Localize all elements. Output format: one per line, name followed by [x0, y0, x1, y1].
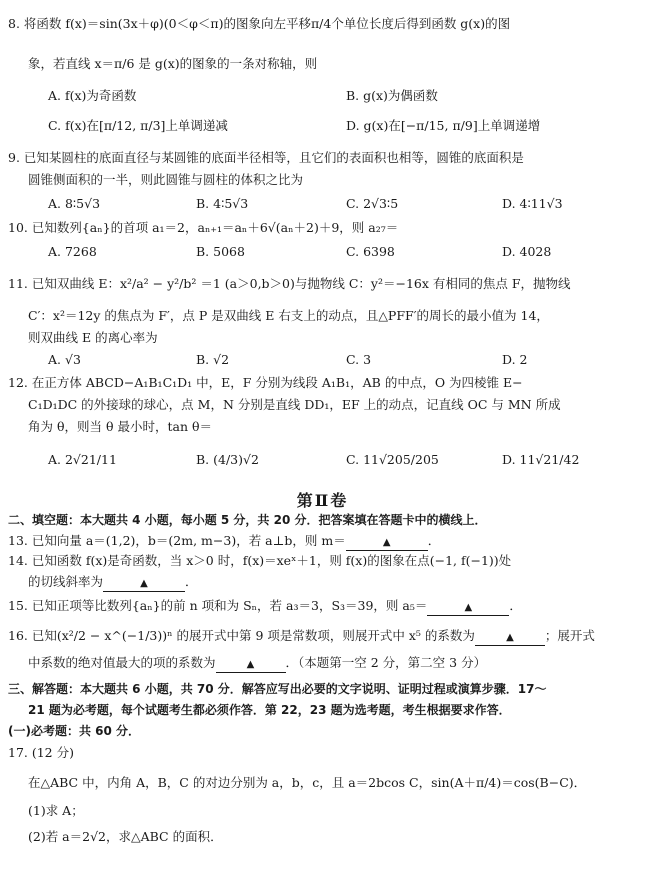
q12-option-b: B. (4/3)√2 [196, 452, 259, 467]
q14-line1: 14. 已知函数 f(x)是奇函数，当 x＞0 时，f(x)＝xeˣ＋1，则 f(x)的图象在点(−1, f(−1))处 [8, 553, 512, 568]
q16-line2 [28, 655, 486, 673]
section3-line2: 21 题为必考题，每个试题考生都必须作答．第 22，23 题为选考题，考生根据要求作答． [28, 703, 511, 717]
q12-option-c: C. 11√205/205 [346, 452, 439, 467]
q14-end: ． [185, 574, 198, 589]
q11-option-b: B. √2 [196, 352, 230, 367]
q9-option-d: D. 4∶11√3 [502, 196, 563, 211]
q11-option-d: D. 2 [502, 352, 528, 367]
q8-option-c: C. f(x)在[π/12, π/3]上单调递减 [48, 118, 228, 133]
q11-option-c: C. 3 [346, 352, 372, 367]
q17-body: 在△ABC 中，内角 A，B，C 的对边分别为 a，b，c，且 a＝2bcos C，sin(A＋π/4)＝cos(B−C)． [28, 775, 587, 790]
q14-answer-blank[interactable]: ▲ [103, 577, 185, 592]
q9-option-a: A. 8∶5√3 [48, 196, 101, 211]
q8-option-b: B. g(x)为偶函数 [346, 88, 438, 103]
q13 [8, 533, 440, 551]
q12-line1: 12. 在正方体 ABCD−A₁B₁C₁D₁ 中，E，F 分别为线段 A₁B₁，AB 的中点，O 为四棱锥 E− [8, 375, 523, 390]
q9-line1: 9. 已知某圆柱的底面直径与某圆锥的底面半径相等，且它们的表面积也相等，圆锥的底面积是 [8, 150, 524, 165]
q13-end: ． [427, 533, 441, 548]
q16-line1-text: 16. 已知(x²/2 − x^(−1/3))ⁿ 的展开式中第 9 项是常数项，则展开式中 x⁵ 的系数为 [8, 628, 475, 643]
q11-line2: C′：x²＝12y 的焦点为 F′，点 P 是双曲线 E 右支上的动点，且△PFF′的周长的最小值为 14， [28, 308, 549, 323]
q13-text: 13. 已知向量 a＝(1,2)，b＝(2m, m−3)，若 a⊥b，则 m＝ [8, 533, 346, 548]
q9-option-c: C. 2√3∶5 [346, 196, 399, 211]
q10-option-a: A. 7268 [48, 244, 97, 259]
q10-option-b: B. 5068 [196, 244, 245, 259]
q10-option-d: D. 4028 [502, 244, 552, 259]
q16-line2-text: 中系数的绝对值最大的项的系数为 [28, 655, 216, 670]
q16-line1-end: ；展开式 [544, 628, 595, 643]
q12-option-a: A. 2√21/11 [48, 452, 117, 467]
q15-answer-blank[interactable]: ▲ [427, 601, 509, 616]
q10-option-c: C. 6398 [346, 244, 395, 259]
q17-part1: (1)求 A； [28, 803, 84, 818]
section2-heading: 二、填空题：本大题共 4 小题，每小题 5 分，共 20 分．把答案填在答题卡中的横线上． [8, 513, 487, 527]
q11-line1: 11. 已知双曲线 E：x²/a² − y²/b² ＝1 (a＞0,b＞0)与抛物线 C：y²＝−16x 有相同的焦点 F，抛物线 [8, 276, 571, 291]
q9-line2: 圆锥侧面积的一半，则此圆锥与圆柱的体积之比为 [28, 172, 304, 187]
q12-line2: C₁D₁DC 的外接球的球心，点 M，N 分别是直线 DD₁，EF 上的动点，记直线 OC 与 MN 所成 [28, 397, 561, 412]
q15-end: ． [509, 598, 522, 613]
q9-option-b: B. 4∶5√3 [196, 196, 249, 211]
q15 [8, 598, 522, 616]
q12-option-d: D. 11√21/42 [502, 452, 580, 467]
q16-line2-end: ．（本题第一空 2 分，第二空 3 分） [285, 655, 487, 670]
part2-title: 第Ⅱ卷 [296, 491, 349, 510]
q12-line3: 角为 θ，则当 θ 最小时，tan θ＝ [28, 419, 212, 434]
q8-option-d: D. g(x)在[−π/15, π/9]上单调递增 [346, 118, 541, 133]
q8-line1: 8. 将函数 f(x)＝sin(3x＋φ)(0＜φ＜π)的图象向左平移π/4个单位长度后得到函数 g(x)的图 [8, 16, 511, 31]
q17-part2: (2)若 a＝2√2，求△ABC 的面积． [28, 829, 223, 844]
q16-blank-1[interactable]: ▲ [475, 631, 545, 646]
q13-answer-blank[interactable]: ▲ [346, 536, 428, 551]
q16-line1 [8, 628, 595, 646]
q11-option-a: A. √3 [48, 352, 81, 367]
q10-line1: 10. 已知数列{aₙ}的首项 a₁＝2，aₙ₊₁＝aₙ＋6√(aₙ＋2)＋9，则 a₂₇＝ [8, 220, 399, 235]
section3-line1: 三、解答题：本大题共 6 小题，共 70 分．解答应写出必要的文字说明、证明过程或演算步骤．17～ [8, 682, 547, 696]
q14-line2-text: 的切线斜率为 [28, 574, 104, 589]
q8-line2: 象，若直线 x＝π/6 是 g(x)的图象的一条对称轴，则 [28, 56, 318, 71]
required-section-heading: (一)必考题：共 60 分． [8, 724, 141, 738]
q11-line3: 则双曲线 E 的离心率为 [28, 330, 158, 345]
q17-head: 17. (12 分) [8, 745, 74, 760]
q16-blank-2[interactable]: ▲ [216, 658, 286, 673]
q8-option-a: A. f(x)为奇函数 [48, 88, 137, 103]
q14-line2 [28, 574, 198, 592]
q15-text: 15. 已知正项等比数列{aₙ}的前 n 项和为 Sₙ，若 a₃＝3，S₃＝39，则 a₅＝ [8, 598, 428, 613]
